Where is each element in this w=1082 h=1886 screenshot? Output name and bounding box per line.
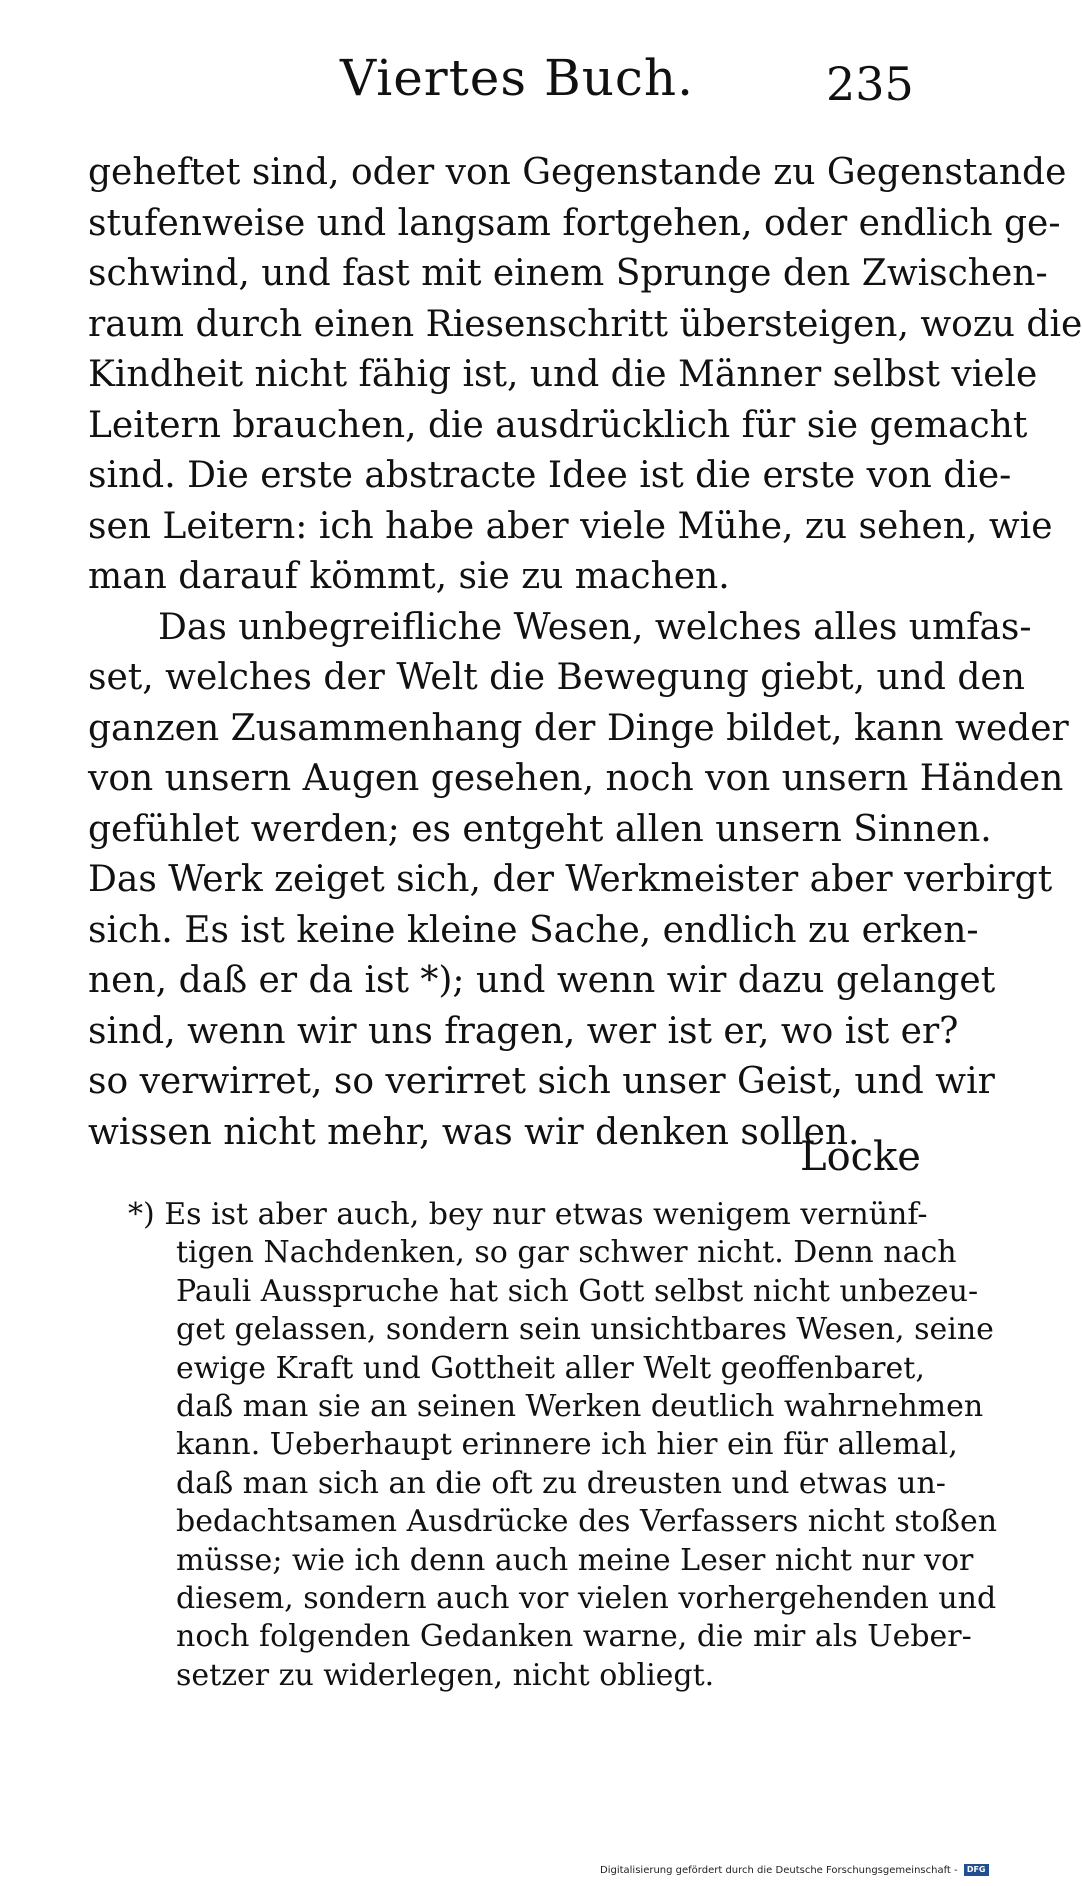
footnote-line: bedachtsamen Ausdrücke des Verfassers nicht stoßen <box>176 1504 998 1540</box>
running-head <box>0 48 1000 111</box>
catchword: Locke <box>800 1134 921 1180</box>
page-number: 235 <box>826 57 914 111</box>
footnote-line: *) Es ist aber auch, bey nur etwas wenigem vernünf- <box>128 1197 928 1232</box>
text-line: Kindheit nicht fähig ist, und die Männer selbst viele <box>88 354 1038 395</box>
text-line: wissen nicht mehr, was wir denken sollen. <box>88 1111 860 1153</box>
text-line: geheftet sind, oder von Gegenstande zu Gegenstande <box>88 152 1067 193</box>
text-line: set, welches der Welt die Bewegung giebt, und den <box>88 657 1025 698</box>
text-line: raum durch einen Riesenschritt übersteigen, wozu die <box>88 303 1082 345</box>
footnote-line: get gelassen, sondern sein unsichtbares Wesen, seine <box>176 1312 994 1348</box>
text-line: so verwirret, so verirret sich unser Geist, und wir <box>88 1061 995 1102</box>
footnote <box>128 1196 998 1695</box>
text-line: sind, wenn wir uns fragen, wer ist er, wo ist er? <box>88 1010 959 1052</box>
text-line: von unsern Augen gesehen, noch von unsern Händen <box>88 758 1064 799</box>
text-line: man darauf kömmt, sie zu machen. <box>88 556 730 597</box>
footnote-line: kann. Ueberhaupt erinnere ich hier ein für allemal, <box>176 1427 958 1463</box>
text-line: Das Werk zeiget sich, der Werkmeister aber verbirgt <box>88 859 1053 900</box>
footnote-line: Pauli Ausspruche hat sich Gott selbst nicht unbezeu- <box>176 1273 979 1309</box>
credit-text: Digitalisierung gefördert durch die Deutsche Forschungsgemeinschaft - <box>600 1865 958 1876</box>
footnote-line: müsse; wie ich denn auch meine Leser nicht nur vor <box>176 1542 974 1578</box>
dfg-logo-icon: DFG <box>964 1864 989 1876</box>
footnote-line: ewige Kraft und Gottheit aller Welt geoffenbaret, <box>176 1350 925 1386</box>
footnote-line: noch folgenden Gedanken warne, die mir als Ueber- <box>176 1619 972 1655</box>
footnote-line: tigen Nachdenken, so gar schwer nicht. Denn nach <box>176 1235 957 1271</box>
footnote-line: daß man sich an die oft zu dreusten und etwas un- <box>176 1465 946 1501</box>
text-line: gefühlet werden; es entgeht allen unsern Sinnen. <box>88 808 992 850</box>
text-line: ganzen Zusammenhang der Dinge bildet, kann weder <box>88 707 1069 749</box>
footnote-line: diesem, sondern auch vor vielen vorhergehenden und <box>176 1580 997 1616</box>
text-line: sich. Es ist keine kleine Sache, endlich zu erken- <box>88 909 979 951</box>
text-line: sind. Die erste abstracte Idee ist die erste von die- <box>88 455 1012 496</box>
footnote-line: setzer zu widerlegen, nicht obliegt. <box>176 1657 715 1693</box>
text-line: sen Leitern: ich habe aber viele Mühe, zu sehen, wie <box>88 505 1053 547</box>
text-line: schwind, und fast mit einem Sprunge den Zwischen- <box>88 253 1048 294</box>
running-head-title: Viertes Buch. <box>340 49 694 107</box>
text-line: stufenweise und langsam fortgehen, oder endlich ge- <box>88 202 1061 244</box>
text-line: nen, daß er da ist *); und wenn wir dazu gelanget <box>88 960 996 1001</box>
text-line: Das unbegreifliche Wesen, welches alles umfas- <box>158 606 1032 648</box>
text-line: Leitern brauchen, die ausdrücklich für sie gemacht <box>88 404 1028 446</box>
digitization-credit <box>600 1862 996 1880</box>
footnote-line: daß man sie an seinen Werken deutlich wahrnehmen <box>176 1388 984 1424</box>
